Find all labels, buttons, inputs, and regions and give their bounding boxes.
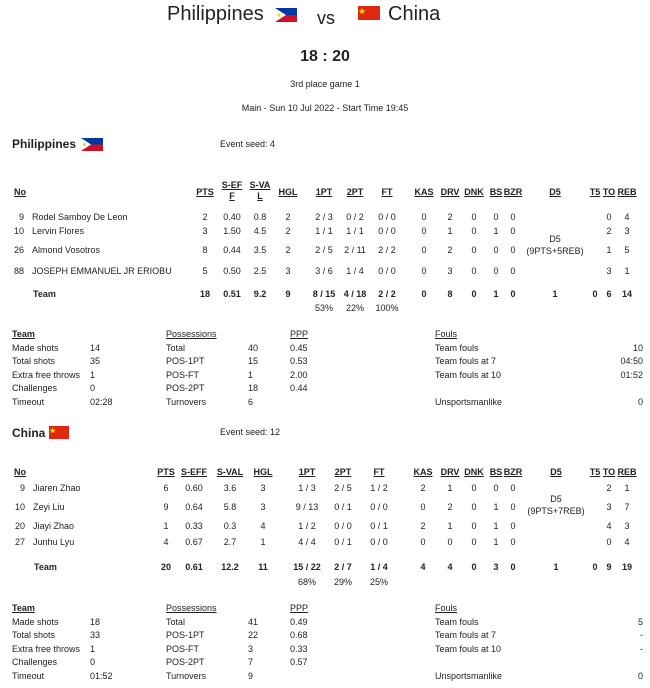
column-header-bzr: BZR — [503, 467, 523, 477]
player-number: 88 — [13, 266, 24, 276]
player-reb: 3 — [624, 226, 630, 236]
player-sval: 2.5 — [253, 266, 267, 276]
d5-note: D5 — [549, 234, 561, 244]
column-header-p1: 1PT — [315, 187, 333, 197]
team-total-dnk: 0 — [471, 289, 477, 299]
player-reb: 4 — [624, 537, 630, 547]
player-p2: 0 / 0 — [334, 521, 352, 531]
player-number: 9 — [19, 483, 25, 493]
ppp-value: 0.45 — [290, 342, 308, 353]
summary-title-possessions: Possessions — [166, 329, 217, 339]
player-kas: 0 — [421, 266, 427, 276]
player-sval: 4.5 — [253, 226, 267, 236]
team-total-kas: 4 — [420, 562, 426, 572]
column-header-dnk: DNK — [464, 467, 484, 477]
summary-title-team: Team — [12, 329, 35, 339]
summary-value: 0 — [90, 657, 96, 667]
player-p1: 3 / 6 — [315, 266, 333, 276]
column-header-bzr: BZR — [503, 187, 523, 197]
team-pct-1pt: 53% — [314, 303, 333, 313]
column-header-hgl: HGL — [253, 467, 273, 477]
foul-label: Team fouls at 10 — [435, 369, 502, 380]
column-header-p2: 2PT — [346, 187, 364, 197]
summary-title-fouls: Fouls — [435, 603, 458, 613]
player-bs: 0 — [493, 245, 499, 255]
player-name: Almond Vosotros — [32, 245, 101, 255]
player-drv: 3 — [447, 266, 453, 276]
player-bzr: 0 — [510, 266, 516, 276]
team-total-d5: 1 — [553, 562, 559, 572]
possession-value: 6 — [248, 396, 254, 407]
player-number: 10 — [13, 226, 24, 236]
player-dnk: 0 — [471, 502, 477, 512]
team-pct-ft: 25% — [369, 577, 388, 587]
possession-label: POS-FT — [166, 369, 199, 380]
player-ft: 0 / 0 — [378, 226, 396, 236]
column-header-to: TO — [602, 467, 616, 477]
player-ft: 0 / 0 — [370, 537, 388, 547]
player-dnk: 0 — [471, 483, 477, 493]
team-total-pts: 18 — [199, 289, 210, 299]
player-p2: 0 / 1 — [334, 537, 352, 547]
event-seed: Event seed: 12 — [220, 427, 281, 437]
player-reb: 4 — [624, 212, 630, 222]
column-header-d5: D5 — [549, 187, 561, 197]
player-hgl: 4 — [260, 521, 266, 531]
player-bs: 1 — [493, 537, 499, 547]
player-bs: 0 — [493, 483, 499, 493]
player-ft: 1 / 2 — [370, 483, 388, 493]
column-header-bs: BS — [489, 187, 503, 197]
player-drv: 2 — [447, 245, 453, 255]
philippines-flag-icon — [275, 8, 297, 22]
summary-value: 18 — [90, 616, 101, 627]
column-header-drv: DRV — [440, 467, 460, 477]
d5-detail: (9PTS+7REB) — [527, 506, 585, 516]
player-drv: 2 — [447, 212, 453, 222]
player-reb: 7 — [624, 502, 630, 512]
team-total-bzr: 0 — [510, 289, 516, 299]
player-p1: 1 / 1 — [315, 226, 333, 236]
column-header-ft: FT — [381, 187, 393, 197]
player-sval: 2.7 — [223, 537, 237, 547]
player-to: 0 — [606, 212, 612, 222]
column-header-seff: S-EFF — [181, 467, 207, 477]
possession-value: 40 — [248, 342, 259, 353]
player-kas: 0 — [420, 537, 426, 547]
column-header-no: No — [14, 187, 26, 197]
player-kas: 0 — [420, 502, 426, 512]
column-header-to: TO — [602, 187, 616, 197]
possession-label: POS-1PT — [166, 630, 205, 640]
summary-label: Timeout — [12, 396, 45, 407]
foul-value: - — [640, 643, 643, 654]
player-dnk: 0 — [471, 245, 477, 255]
player-pts: 1 — [163, 521, 169, 531]
team-total-p1: 8 / 15 — [312, 289, 336, 299]
team-total-hgl: 11 — [258, 562, 268, 572]
player-p2: 0 / 2 — [346, 212, 364, 222]
ppp-value: 2.00 — [290, 369, 308, 380]
china-section-flag-icon — [49, 426, 69, 439]
player-seff: 0.40 — [223, 212, 241, 222]
column-header-t5: T5 — [589, 187, 601, 197]
player-p1: 1 / 3 — [298, 483, 316, 493]
team-total-p1: 15 / 22 — [293, 562, 321, 572]
team-pct-2pt: 29% — [333, 577, 352, 587]
foul-label: Unsportsmanlike — [435, 396, 503, 407]
team-total-seff: 0.51 — [223, 289, 241, 299]
player-seff: 0.44 — [223, 245, 241, 255]
section-title-china: China — [12, 426, 46, 440]
team-total-p2: 4 / 18 — [343, 289, 367, 299]
summary-title-team: Team — [12, 603, 35, 613]
player-name: Lervin Flores — [32, 226, 85, 236]
summary-value: 01:52 — [90, 670, 113, 681]
player-bs: 0 — [493, 266, 499, 276]
column-header-t5: T5 — [589, 467, 601, 477]
team-total-bs: 3 — [493, 562, 499, 572]
possession-value: 9 — [248, 670, 254, 681]
summary-value: 02:28 — [90, 396, 113, 407]
column-header-p1: 1PT — [298, 467, 316, 477]
team-total-t5: 0 — [592, 289, 598, 299]
player-sval: 3.5 — [253, 245, 267, 255]
possession-label: POS-1PT — [166, 356, 205, 366]
away-team-title: China — [388, 3, 441, 25]
summary-label: Challenges — [12, 657, 58, 667]
summary-label: Timeout — [12, 670, 45, 681]
ppp-value: 0.68 — [290, 630, 308, 640]
possession-label: Turnovers — [166, 670, 207, 681]
ppp-value: 0.49 — [290, 616, 308, 627]
player-hgl: 3 — [260, 483, 266, 493]
summary-title-ppp: PPP — [290, 603, 309, 613]
column-header-p2: 2PT — [334, 467, 352, 477]
summary-value: 1 — [90, 369, 96, 380]
column-header-ft: FT — [373, 467, 385, 477]
foul-value: 0 — [637, 396, 643, 407]
column-header-kas: KAS — [413, 467, 433, 477]
team-total-drv: 4 — [447, 562, 453, 572]
possession-value: 7 — [248, 657, 254, 667]
player-p2: 0 / 1 — [334, 502, 352, 512]
player-dnk: 0 — [471, 266, 477, 276]
player-seff: 1.50 — [223, 226, 241, 236]
china-flag-icon — [358, 6, 380, 20]
possession-value: 22 — [248, 630, 259, 640]
summary-label: Extra free throws — [12, 643, 81, 654]
possession-value: 3 — [248, 643, 254, 654]
column-header-no: No — [14, 467, 26, 477]
column-header-bs: BS — [489, 467, 503, 477]
player-seff: 0.33 — [185, 521, 203, 531]
summary-value: 0 — [90, 383, 96, 393]
column-header-sval: S-VAL — [249, 180, 271, 201]
ppp-value: 0.33 — [290, 643, 308, 654]
team-total-d5: 1 — [552, 289, 558, 299]
summary-value: 14 — [90, 342, 101, 353]
column-header-pts: PTS — [157, 467, 175, 477]
summary-label: Made shots — [12, 342, 59, 353]
team-pct-1pt: 68% — [297, 577, 316, 587]
player-to: 3 — [606, 502, 612, 512]
player-hgl: 2 — [285, 212, 291, 222]
foul-value: 0 — [637, 670, 643, 681]
player-p1: 1 / 2 — [298, 521, 316, 531]
player-kas: 0 — [421, 212, 427, 222]
player-hgl: 3 — [260, 502, 266, 512]
event-seed: Event seed: 4 — [220, 139, 276, 149]
player-reb: 3 — [624, 521, 630, 531]
summary-value: 33 — [90, 630, 101, 640]
column-header-drv: DRV — [440, 187, 460, 197]
player-bzr: 0 — [510, 537, 516, 547]
player-kas: 0 — [421, 245, 427, 255]
foul-value: 04:50 — [620, 356, 643, 366]
possession-label: POS-FT — [166, 643, 199, 654]
player-p2: 2 / 11 — [344, 245, 366, 255]
player-name: JOSEPH EMMANUEL JR ERIOBU — [32, 266, 172, 276]
player-number: 20 — [14, 521, 25, 531]
player-sval: 0.8 — [253, 212, 267, 222]
player-pts: 9 — [163, 502, 169, 512]
team-pct-2pt: 22% — [345, 303, 364, 313]
player-reb: 1 — [624, 483, 630, 493]
vs-label: vs — [317, 8, 335, 28]
player-to: 3 — [606, 266, 612, 276]
team-total-reb: 14 — [621, 289, 632, 299]
player-pts: 2 — [202, 212, 208, 222]
foul-value: 10 — [632, 342, 643, 353]
player-ft: 0 / 0 — [378, 266, 396, 276]
team-total-seff: 0.61 — [185, 562, 203, 572]
player-name: Zeyi Liu — [33, 502, 65, 512]
player-bzr: 0 — [510, 212, 516, 222]
player-name: Jiayi Zhao — [33, 521, 75, 531]
column-header-hgl: HGL — [278, 187, 298, 197]
player-ft: 0 / 0 — [370, 502, 388, 512]
ppp-value: 0.57 — [290, 657, 308, 667]
player-bzr: 0 — [510, 245, 516, 255]
player-hgl: 1 — [260, 537, 266, 547]
summary-value: 35 — [90, 356, 101, 366]
team-total-to: 6 — [606, 289, 612, 299]
player-bs: 1 — [493, 521, 499, 531]
team-total-p2: 2 / 7 — [334, 562, 352, 572]
summary-label: Challenges — [12, 383, 58, 393]
summary-label: Total shots — [12, 630, 56, 640]
team-total-dnk: 0 — [471, 562, 477, 572]
column-header-pts: PTS — [196, 187, 214, 197]
team-total-ft: 1 / 4 — [370, 562, 388, 572]
possession-label: POS-2PT — [166, 383, 205, 393]
player-number: 10 — [14, 502, 25, 512]
team-total-bs: 1 — [493, 289, 499, 299]
player-name: Rodel Samboy De Leon — [32, 212, 128, 222]
player-name: Jiaren Zhao — [33, 483, 81, 493]
player-number: 9 — [18, 212, 24, 222]
foul-label: Team fouls — [435, 616, 479, 627]
player-hgl: 3 — [285, 266, 291, 276]
summary-label: Made shots — [12, 616, 59, 627]
foul-value: 01:52 — [620, 369, 643, 380]
team-total-ft: 2 / 2 — [378, 289, 396, 299]
possession-label: Total — [166, 616, 186, 627]
player-p2: 1 / 1 — [346, 226, 364, 236]
player-bzr: 0 — [510, 521, 516, 531]
player-p2: 2 / 5 — [334, 483, 352, 493]
possession-value: 41 — [248, 616, 259, 627]
player-seff: 0.64 — [185, 502, 203, 512]
player-pts: 5 — [202, 266, 208, 276]
ppp-value: 0.53 — [290, 356, 308, 366]
player-kas: 0 — [421, 226, 427, 236]
team-total-label: Team — [34, 562, 57, 572]
player-ft: 2 / 2 — [378, 245, 396, 255]
player-reb: 1 — [624, 266, 630, 276]
foul-label: Team fouls — [435, 342, 479, 353]
summary-title-possessions: Possessions — [166, 603, 217, 613]
possession-label: Total — [166, 342, 186, 353]
player-ft: 0 / 1 — [370, 521, 388, 531]
game-label: 3rd place game 1 — [290, 79, 360, 89]
player-bzr: 0 — [510, 502, 516, 512]
team-total-sval: 9.2 — [253, 289, 267, 299]
player-p2: 1 / 4 — [346, 266, 364, 276]
player-ft: 0 / 0 — [378, 212, 396, 222]
foul-label: Unsportsmanlike — [435, 670, 503, 681]
philippines-section-flag-icon — [81, 138, 103, 151]
player-seff: 0.67 — [185, 537, 203, 547]
foul-label: Team fouls at 10 — [435, 643, 502, 654]
player-pts: 3 — [202, 226, 208, 236]
d5-detail: (9PTS+5REB) — [526, 246, 584, 256]
player-drv: 1 — [447, 483, 453, 493]
player-kas: 2 — [420, 521, 426, 531]
summary-title-ppp: PPP — [290, 329, 309, 339]
player-p1: 2 / 3 — [315, 212, 333, 222]
player-number: 26 — [13, 245, 24, 255]
foul-label: Team fouls at 7 — [435, 356, 497, 366]
summary-label: Total shots — [12, 356, 56, 366]
ppp-value: 0.44 — [290, 383, 308, 393]
player-to: 4 — [606, 521, 612, 531]
player-drv: 1 — [447, 226, 453, 236]
possession-label: POS-2PT — [166, 657, 205, 667]
player-number: 27 — [14, 537, 25, 547]
column-header-seff: S-EFF — [221, 180, 243, 201]
home-team-title: Philippines — [167, 3, 264, 25]
column-header-reb: REB — [617, 187, 637, 197]
player-bzr: 0 — [510, 483, 516, 493]
column-header-sval: S-VAL — [216, 467, 244, 477]
column-header-d5: D5 — [550, 467, 562, 477]
column-header-dnk: DNK — [464, 187, 484, 197]
player-bs: 1 — [493, 226, 499, 236]
score: 18 : 20 — [300, 48, 350, 65]
possession-value: 1 — [248, 369, 254, 380]
d5-note: D5 — [550, 494, 562, 504]
player-dnk: 0 — [471, 226, 477, 236]
team-total-sval: 12.2 — [221, 562, 239, 572]
player-pts: 4 — [163, 537, 169, 547]
player-sval: 3.6 — [223, 483, 237, 493]
player-hgl: 2 — [285, 226, 291, 236]
column-header-reb: REB — [617, 467, 637, 477]
foul-value: - — [640, 630, 643, 640]
team-pct-ft: 100% — [375, 303, 399, 313]
player-p1: 2 / 5 — [315, 245, 333, 255]
player-hgl: 2 — [285, 245, 291, 255]
player-drv: 2 — [447, 502, 453, 512]
team-total-label: Team — [33, 289, 56, 299]
player-to: 0 — [606, 537, 612, 547]
match-info: Main - Sun 10 Jul 2022 - Start Time 19:45 — [241, 103, 409, 113]
player-to: 1 — [606, 245, 612, 255]
player-bzr: 0 — [510, 226, 516, 236]
player-pts: 6 — [163, 483, 169, 493]
player-bs: 1 — [493, 502, 499, 512]
summary-label: Extra free throws — [12, 369, 81, 380]
team-total-kas: 0 — [421, 289, 427, 299]
player-sval: 0.3 — [223, 521, 237, 531]
player-drv: 0 — [447, 537, 453, 547]
player-sval: 5.8 — [223, 502, 237, 512]
team-total-hgl: 9 — [285, 289, 291, 299]
player-p1: 4 / 4 — [298, 537, 316, 547]
player-dnk: 0 — [471, 212, 477, 222]
team-total-t5: 0 — [592, 562, 598, 572]
player-dnk: 0 — [471, 537, 477, 547]
team-total-to: 9 — [606, 562, 612, 572]
possession-value: 18 — [248, 383, 259, 393]
player-seff: 0.60 — [185, 483, 203, 493]
team-total-pts: 20 — [160, 562, 171, 572]
column-header-kas: KAS — [414, 187, 434, 197]
player-to: 2 — [606, 226, 612, 236]
player-name: Junhu Lyu — [33, 537, 75, 547]
possession-value: 15 — [248, 356, 259, 366]
foul-value: 5 — [637, 616, 643, 627]
player-drv: 1 — [447, 521, 453, 531]
possession-label: Turnovers — [166, 396, 207, 407]
player-reb: 5 — [624, 245, 630, 255]
team-total-bzr: 0 — [510, 562, 516, 572]
player-seff: 0.50 — [223, 266, 241, 276]
player-dnk: 0 — [471, 521, 477, 531]
team-total-reb: 19 — [621, 562, 632, 572]
player-kas: 2 — [420, 483, 426, 493]
player-bs: 0 — [493, 212, 499, 222]
foul-label: Team fouls at 7 — [435, 630, 497, 640]
player-pts: 8 — [202, 245, 208, 255]
summary-title-fouls: Fouls — [435, 329, 458, 339]
team-total-drv: 8 — [447, 289, 453, 299]
summary-value: 1 — [90, 643, 96, 654]
player-to: 2 — [606, 483, 612, 493]
section-title-philippines: Philippines — [12, 137, 77, 151]
player-p1: 9 / 13 — [295, 502, 319, 512]
